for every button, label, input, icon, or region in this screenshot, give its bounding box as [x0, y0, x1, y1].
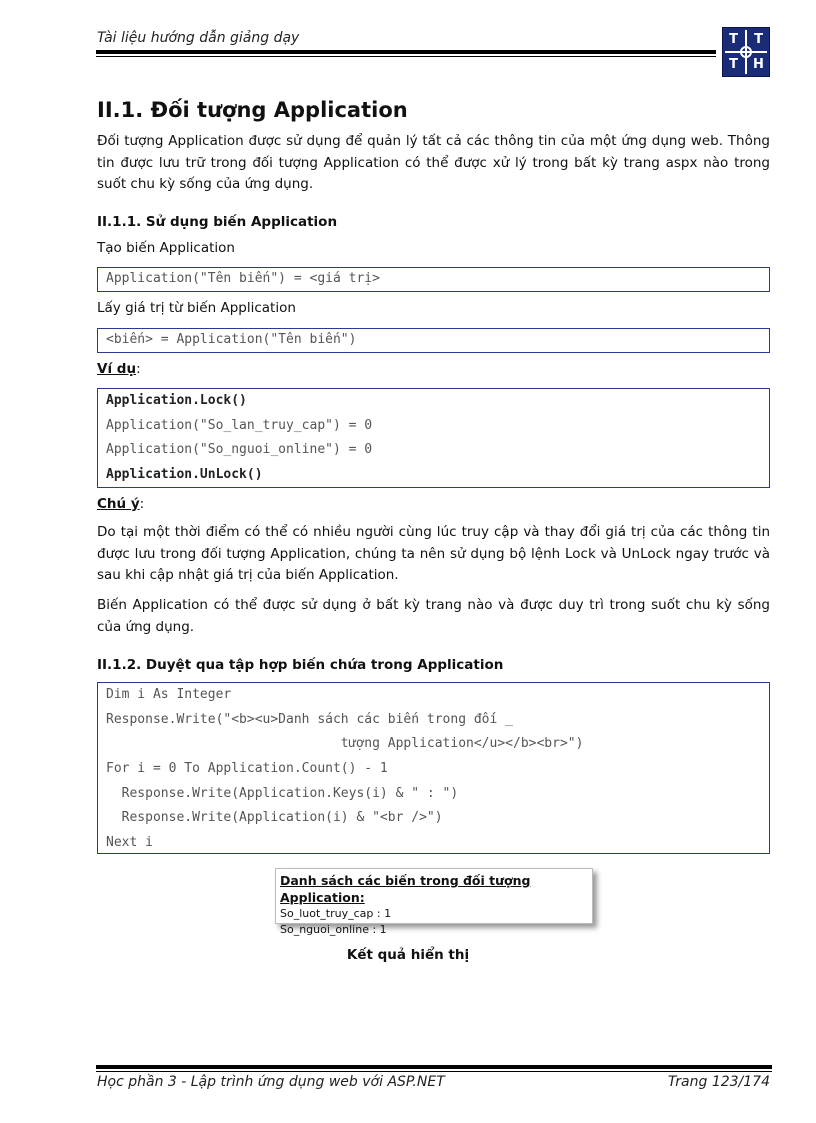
footer-rule-thin	[96, 1071, 772, 1072]
note-paragraph-2: Biến Application có thể được sử dụng ở bất kỳ trang nào và được duy trì trong suốt chu kỳ sống của ứng dụng.	[97, 597, 770, 635]
example-label-text: Ví dụ	[97, 361, 137, 377]
note-label: Chú ý:	[97, 496, 145, 512]
code-line: Application.Lock()	[106, 393, 247, 408]
logo-ring	[740, 46, 752, 58]
result-screenshot	[275, 868, 593, 936]
get-code-box	[97, 328, 770, 353]
loop-code-box	[97, 682, 770, 854]
logo-letter: H	[753, 57, 764, 72]
code-line: Application("Tên biến") = <giá trị>	[106, 271, 380, 286]
section-title: II.1. Đối tượng Application	[97, 98, 408, 122]
ttth-logo	[722, 27, 770, 77]
figure-caption: Kết quả hiển thị	[346, 947, 470, 963]
note-paragraph-1: Do tại một thời điểm có thể có nhiều người cùng lúc truy cập và thay đổi giá trị của các thông tin được lưu trong đối tượng Application, chúng ta nên sử dụng bộ lệnh Lock và UnLock ngay trước và sau khi cập nhật giá trị của biến Application.	[97, 524, 770, 583]
header-rule-thin	[96, 56, 716, 57]
code-line: Response.Write("<b><u>Danh sách các biến trong đối _	[106, 711, 513, 727]
code-line: Dim i As Integer	[106, 687, 232, 702]
logo-letter: T	[754, 32, 763, 47]
code-line: Application("So_nguoi_online") = 0	[106, 442, 373, 458]
create-code-box	[97, 267, 770, 292]
example-code-box	[97, 388, 770, 488]
subsection-title-1: II.1.1. Sử dụng biến Application	[97, 214, 338, 230]
get-variable-label: Lấy giá trị từ biến Application	[97, 300, 296, 316]
logo-letter: T	[729, 57, 738, 72]
code-line: <biến> = Application("Tên biến")	[106, 332, 357, 347]
code-line: Application.UnLock()	[106, 467, 263, 483]
note-label-text: Chú ý	[97, 496, 140, 512]
result-line: So_luot_truy_cap : 1	[280, 907, 392, 920]
create-variable-label: Tạo biến Application	[97, 240, 235, 256]
code-line: Application("So_lan_truy_cap") = 0	[106, 417, 373, 433]
document-header-title: Tài liệu hướng dẫn giảng dạy	[97, 30, 300, 46]
code-line: tượng Application</u></b><br>")	[106, 736, 584, 752]
footer-course-title: Học phần 3 - Lập trình ứng dụng web với ASP.NET	[97, 1074, 445, 1090]
example-label: Ví dụ:	[97, 361, 141, 377]
header-rule	[96, 50, 716, 54]
intro-paragraph: Đối tượng Application được sử dụng để quản lý tất cả các thông tin của một ứng dụng web. Thông tin được lưu trữ trong đối tượng Application có thể được xử lý trong bất kỳ trang aspx nào trong suốt chu kỳ sống của ứng dụng.	[97, 133, 770, 192]
page-number: Trang 123/174	[667, 1074, 770, 1090]
code-line: Response.Write(Application.Keys(i) & " : ")	[106, 785, 459, 801]
subsection-title-2: II.1.2. Duyệt qua tập hợp biến chứa trong Application	[97, 657, 504, 673]
result-line: So_nguoi_online : 1	[280, 923, 387, 936]
code-line: For i = 0 To Application.Count() - 1	[106, 761, 388, 777]
code-line: Next i	[106, 835, 153, 851]
code-line: Response.Write(Application(i) & "<br />")	[106, 810, 443, 826]
footer-rule	[96, 1065, 772, 1069]
result-title: Danh sách các biến trong đối tượng Application:	[280, 873, 531, 905]
logo-letter: T	[729, 32, 738, 47]
